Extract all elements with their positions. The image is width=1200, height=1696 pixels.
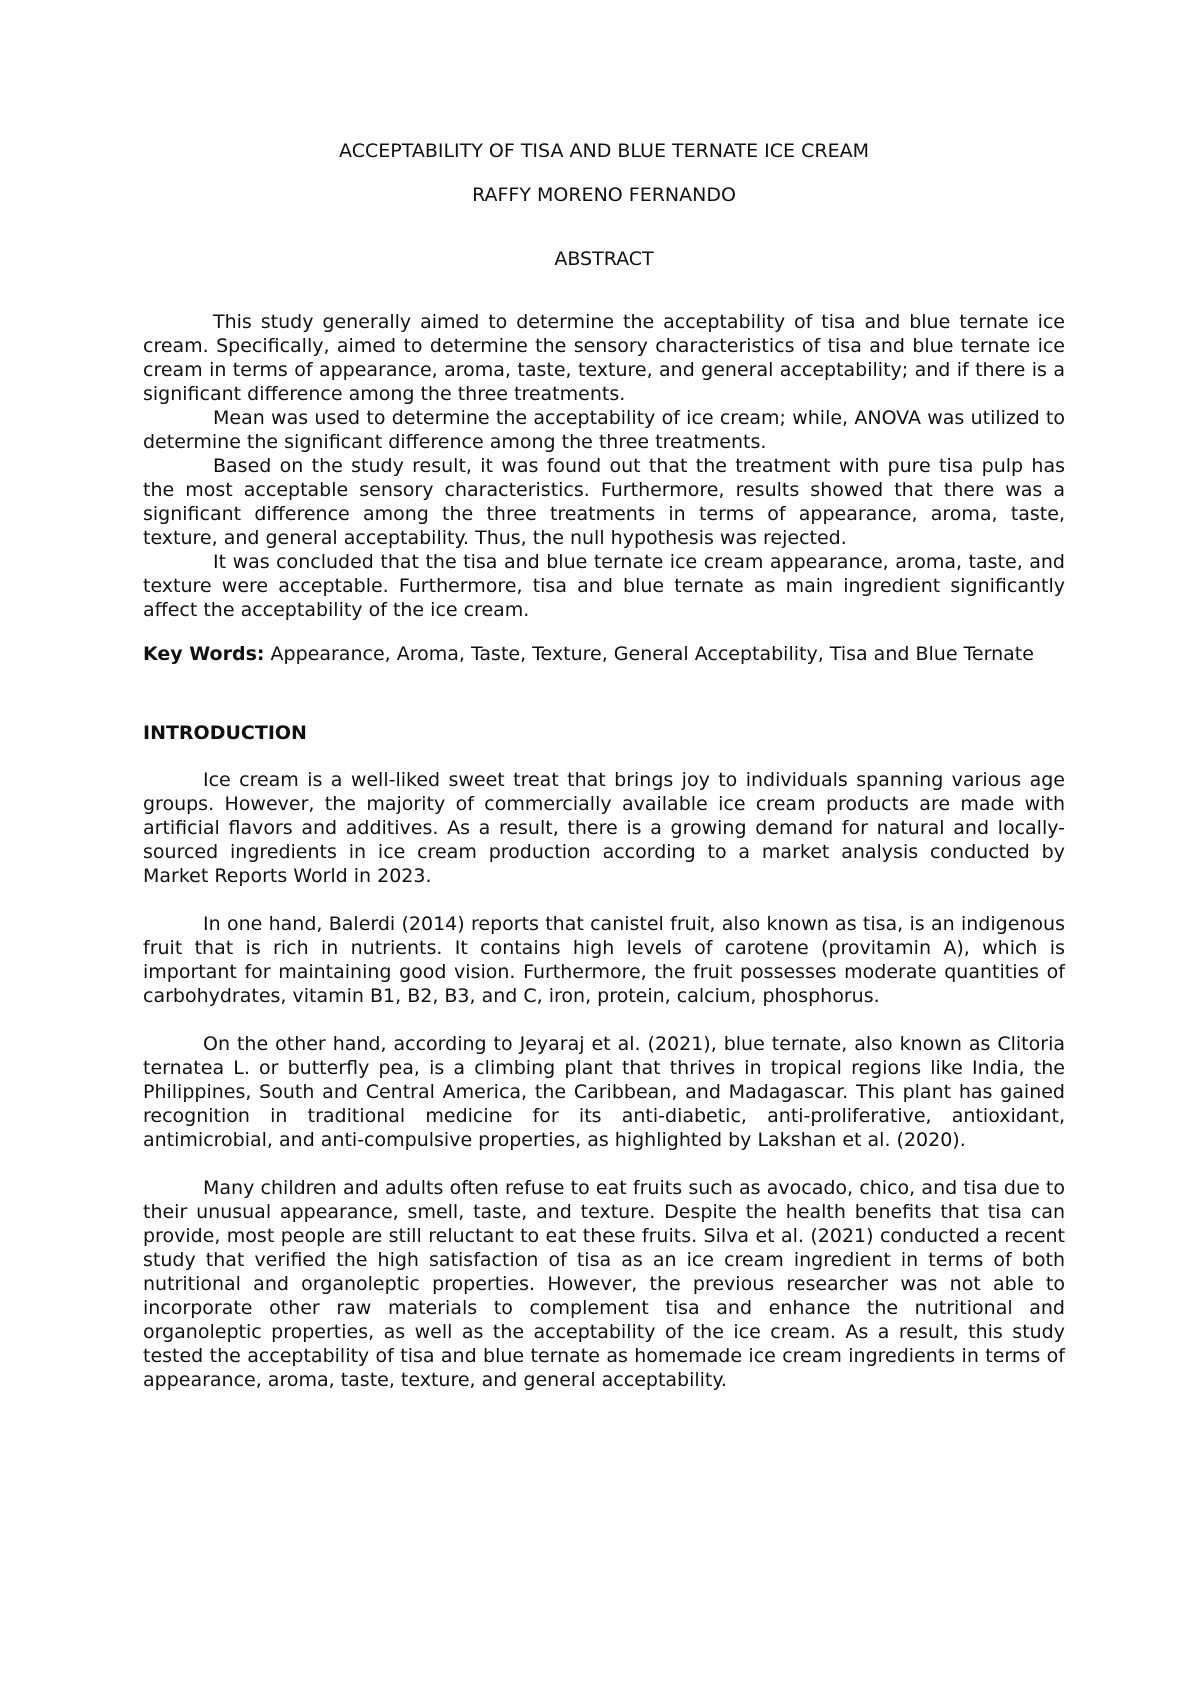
abstract-paragraph: Mean was used to determine the acceptability of ice cream; while, ANOVA was utilized to determine the significant difference among the three treatments. (143, 407, 1065, 453)
keywords-label: Key Words: (143, 643, 265, 665)
introduction-heading: INTRODUCTION (143, 722, 307, 744)
abstract-paragraph: It was concluded that the tisa and blue ternate ice cream appearance, aroma, taste, and texture were acceptable. Furthermore, tisa and blue ternate as main ingredient significantly affect the acceptability of the ice cream. (143, 551, 1065, 621)
paper-page (143, 140, 1065, 1392)
introduction-paragraph: On the other hand, according to Jeyaraj et al. (2021), blue ternate, also known as Clitoria ternatea L. or butterfly pea, is a climbing plant that thrives in tropical regions like India, the Philippines, South and Central America, the Caribbean, and Madagascar. This plant has gained recognition in traditional medicine for its anti-diabetic, anti-proliferative, antioxidant, antimicrobial, and anti-compulsive properties, as highlighted by Lakshan et al. (2020). (143, 1033, 1065, 1151)
keywords-text: Appearance, Aroma, Taste, Texture, General Acceptability, Tisa and Blue Ternate (270, 643, 1034, 665)
keywords (143, 642, 1065, 666)
abstract-paragraph: This study generally aimed to determine the acceptability of tisa and blue ternate ice cream. Specifically, aimed to determine the sensory characteristics of tisa and blue ternate ice cream in terms of appearance, aroma, taste, texture, and general acceptability; and if there is a significant difference among the three treatments. (143, 311, 1065, 405)
paper-title: ACCEPTABILITY OF TISA AND BLUE TERNATE ICE CREAM (339, 140, 869, 162)
introduction-paragraph: Many children and adults often refuse to eat fruits such as avocado, chico, and tisa due to their unusual appearance, smell, taste, and texture. Despite the health benefits that tisa can provide, most people are still reluctant to eat these fruits. Silva et al. (2021) conducted a recent study that verified the high satisfaction of tisa as an ice cream ingredient in terms of both nutritional and organoleptic properties. However, the previous researcher was not able to incorporate other raw materials to complement tisa and enhance the nutritional and organoleptic properties, as well as the acceptability of the ice cream. As a result, this study tested the acceptability of tisa and blue ternate as homemade ice cream ingredients in terms of appearance, aroma, taste, texture, and general acceptability. (143, 1177, 1065, 1391)
abstract-paragraph: Based on the study result, it was found out that the treatment with pure tisa pulp has the most acceptable sensory characteristics. Furthermore, results showed that there was a significant difference among the three treatments in terms of appearance, aroma, taste, texture, and general acceptability. Thus, the null hypothesis was rejected. (143, 455, 1065, 549)
author-name: RAFFY MORENO FERNANDO (472, 184, 736, 206)
introduction-paragraph: In one hand, Balerdi (2014) reports that canistel fruit, also known as tisa, is an indigenous fruit that is rich in nutrients. It contains high levels of carotene (provitamin A), which is important for maintaining good vision. Furthermore, the fruit possesses moderate quantities of carbohydrates, vitamin B1, B2, B3, and C, iron, protein, calcium, phosphorus. (143, 913, 1065, 1007)
introduction-paragraph: Ice cream is a well-liked sweet treat that brings joy to individuals spanning various age groups. However, the majority of commercially available ice cream products are made with artificial flavors and additives. As a result, there is a growing demand for natural and locally-sourced ingredients in ice cream production according to a market analysis conducted by Market Reports World in 2023. (143, 769, 1065, 887)
introduction-body (143, 768, 1065, 1392)
abstract-heading: ABSTRACT (554, 248, 654, 270)
abstract-body (143, 310, 1065, 622)
